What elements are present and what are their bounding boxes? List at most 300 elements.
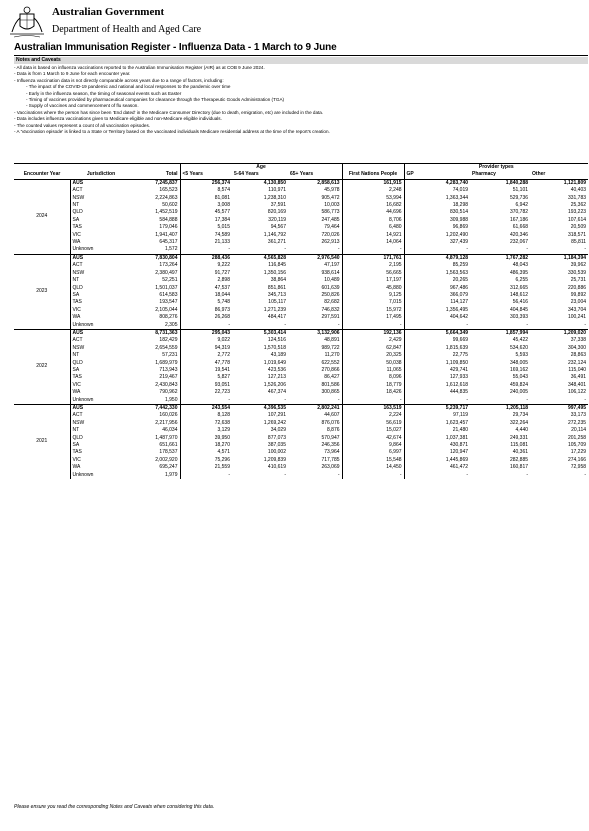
value-cell: 247,485 <box>321 216 340 223</box>
value-cell: 124,516 <box>267 337 286 344</box>
jurisdiction-cell: TAS <box>72 449 82 456</box>
value-cell: 160,026 <box>159 412 178 419</box>
value-cell: 801,586 <box>321 381 340 388</box>
jurisdiction-cell: NT <box>72 277 80 284</box>
jurisdiction-cell: NT <box>72 427 80 434</box>
value-cell: 127,213 <box>267 374 286 381</box>
value-cell: 2,248 <box>342 187 404 194</box>
table-row <box>14 442 588 449</box>
value-cell: 86,973 <box>180 307 232 314</box>
value-cell: 43,189 <box>270 352 286 359</box>
value-cell: 14,064 <box>342 239 404 246</box>
value-cell: 7,442,330 <box>132 405 180 413</box>
value-cell: 8,876 <box>327 427 340 434</box>
value-cell: 282,885 <box>509 456 529 463</box>
table-row <box>14 262 588 269</box>
jurisdiction-cell: SA <box>72 366 80 373</box>
value-cell: 47,197 <box>324 262 340 269</box>
table-row <box>14 449 588 456</box>
value-cell: 1,363,344 <box>404 195 470 202</box>
jurisdiction-cell: TAS <box>72 224 82 231</box>
table-row <box>14 322 588 330</box>
value-cell: 37,591 <box>270 202 286 209</box>
value-cell: 94,567 <box>270 224 286 231</box>
value-cell: - <box>584 471 587 478</box>
value-cell: 4,879,128 <box>404 254 470 262</box>
value-cell: 107,614 <box>567 216 587 223</box>
value-cell: - <box>284 396 286 403</box>
jurisdiction-cell: VIC <box>72 456 81 463</box>
value-cell: 1,570,518 <box>263 344 286 351</box>
value-cell: 14,921 <box>342 232 404 239</box>
value-cell: 106,122 <box>567 389 587 396</box>
value-cell: 1,146,792 <box>263 231 286 238</box>
value-cell: 165,523 <box>159 187 178 194</box>
value-cell: 256,374 <box>180 179 232 187</box>
value-cell: 26,268 <box>180 314 232 321</box>
value-cell: 461,472 <box>404 464 470 471</box>
value-cell: 1,840,288 <box>470 179 530 187</box>
value-cell: 695,247 <box>159 464 178 471</box>
value-cell: 45,880 <box>342 285 404 292</box>
value-cell: 48,043 <box>512 262 529 269</box>
jurisdiction-cell: WA <box>72 389 81 396</box>
value-cell: 8,096 <box>342 374 404 381</box>
value-cell: 4,565,828 <box>232 254 288 262</box>
jurisdiction-cell: QLD <box>72 434 83 441</box>
value-cell: 5,015 <box>180 224 232 231</box>
value-cell: 622,552 <box>321 359 340 366</box>
table-row <box>14 472 588 479</box>
value-cell: 2,858,613 <box>288 179 342 187</box>
notes-list <box>14 65 588 135</box>
note-item: - Influenza vaccination data is not directly comparable across years due to a range of factors, including: <box>14 77 224 83</box>
value-cell: 938,614 <box>321 269 340 276</box>
value-cell: 18,426 <box>342 389 404 396</box>
value-cell: 105,117 <box>268 299 286 306</box>
value-cell: 304,300 <box>567 344 587 351</box>
value-cell: 713,943 <box>159 366 178 373</box>
table-row <box>14 179 588 187</box>
table-row <box>14 195 588 202</box>
value-cell: 94,319 <box>180 345 232 352</box>
value-cell: 3,132,906 <box>288 329 342 337</box>
value-cell: 1,941,407 <box>155 231 178 238</box>
value-cell: 9,125 <box>342 292 404 299</box>
value-cell: 120,947 <box>404 449 470 456</box>
jurisdiction-cell: AUS <box>70 329 132 337</box>
value-cell: 1,019,649 <box>263 359 286 366</box>
value-cell: 100,241 <box>567 314 587 321</box>
value-cell: 1,572 <box>164 246 178 253</box>
value-cell: 2,105,044 <box>155 306 178 313</box>
table-row <box>14 405 588 413</box>
value-cell: 1,612,618 <box>404 382 470 389</box>
value-cell: - <box>337 396 340 403</box>
value-cell: 105,709 <box>567 442 587 449</box>
col-header-other: Other <box>530 171 588 179</box>
value-cell: - <box>584 396 587 403</box>
value-cell: 309,988 <box>404 217 470 224</box>
table-row <box>14 389 588 396</box>
value-cell: 1,238,310 <box>263 194 286 201</box>
value-cell: 45,422 <box>512 337 529 344</box>
value-cell: 717,785 <box>321 456 340 463</box>
value-cell: 7,245,837 <box>132 179 180 187</box>
age-group-header: Age <box>180 164 342 172</box>
value-cell: 20,509 <box>570 224 587 231</box>
value-cell: 808,276 <box>159 314 178 321</box>
value-cell: 11,270 <box>324 352 340 359</box>
value-cell: 20,114 <box>571 427 587 434</box>
col-header-first-nations: First Nations People <box>342 171 404 179</box>
value-cell: 272,235 <box>567 419 587 426</box>
value-cell: - <box>337 471 340 478</box>
jurisdiction-cell: VIC <box>72 231 81 238</box>
value-cell: 262,913 <box>321 239 340 246</box>
value-cell: 2,429 <box>342 337 404 344</box>
value-cell: 34,029 <box>270 427 286 434</box>
value-cell: 85,811 <box>571 239 587 246</box>
value-cell: 246,356 <box>321 442 340 449</box>
col-header-jurisdiction: Jurisdiction <box>70 171 132 179</box>
footer-note: Please ensure you read the corresponding Notes and Caveats when considering this data. <box>14 804 215 810</box>
value-cell: 2,195 <box>342 262 404 269</box>
value-cell: - <box>526 471 529 478</box>
value-cell: 366,079 <box>404 292 470 299</box>
value-cell: 75,296 <box>180 457 232 464</box>
influenza-data-table <box>14 163 588 479</box>
jurisdiction-cell: NSW <box>72 194 85 201</box>
value-cell: 4,130,850 <box>232 179 288 187</box>
table-row <box>14 337 588 344</box>
value-cell: 288,436 <box>180 254 232 262</box>
value-cell: - <box>526 396 529 403</box>
value-cell: 232,067 <box>509 239 529 246</box>
jurisdiction-cell: TAS <box>72 374 82 381</box>
value-cell: 249,331 <box>509 434 529 441</box>
value-cell: - <box>584 321 587 328</box>
value-cell: 851,861 <box>267 284 286 291</box>
value-cell: 178,537 <box>159 449 178 456</box>
value-cell: - <box>342 322 404 330</box>
value-cell: 182,429 <box>159 337 178 344</box>
value-cell: 429,741 <box>404 367 470 374</box>
value-cell: 1,501,037 <box>155 284 178 291</box>
jurisdiction-cell: SA <box>72 442 80 449</box>
table-row <box>14 314 588 321</box>
value-cell: 160,817 <box>509 464 529 471</box>
value-cell: 48,891 <box>324 337 340 344</box>
table-row <box>14 209 588 216</box>
value-cell: 21,559 <box>180 464 232 471</box>
value-cell: 45,978 <box>324 187 340 194</box>
value-cell: 21,133 <box>180 239 232 246</box>
jurisdiction-cell: SA <box>72 216 80 223</box>
value-cell: 17,197 <box>342 277 404 284</box>
value-cell: 348,005 <box>509 359 529 366</box>
value-cell: 250,826 <box>321 291 340 298</box>
value-cell: - <box>584 246 587 253</box>
value-cell: 1,452,519 <box>155 209 178 216</box>
value-cell: 22,775 <box>404 352 470 359</box>
value-cell: 17,229 <box>570 449 587 456</box>
value-cell: 14,450 <box>342 464 404 471</box>
value-cell: 28,863 <box>570 352 587 359</box>
table-row <box>14 246 588 254</box>
note-item: - Data is from 1 March to 9 June for each encounter year. <box>14 71 131 77</box>
jurisdiction-cell: ACT <box>72 337 83 344</box>
value-cell: 345,713 <box>267 291 286 298</box>
jurisdiction-cell: ACT <box>72 187 83 194</box>
value-cell: 1,445,869 <box>404 457 470 464</box>
value-cell: 967,486 <box>404 285 470 292</box>
value-cell: 20,265 <box>404 277 470 284</box>
value-cell: 1,202,490 <box>404 232 470 239</box>
value-cell: 1,623,457 <box>404 420 470 427</box>
jurisdiction-cell: ACT <box>72 412 83 419</box>
value-cell: 22,723 <box>180 389 232 396</box>
value-cell: 270,866 <box>321 366 340 373</box>
value-cell: 40,403 <box>570 187 587 194</box>
value-cell: 17,384 <box>180 217 232 224</box>
col-header-pharmacy: Pharmacy <box>470 171 530 179</box>
value-cell: 10,003 <box>324 202 340 209</box>
table-row <box>14 360 588 367</box>
table-row <box>14 239 588 246</box>
value-cell: 484,417 <box>267 314 286 321</box>
table-row <box>14 367 588 374</box>
value-cell: 4,571 <box>180 449 232 456</box>
value-cell: 17,495 <box>342 314 404 321</box>
value-cell: 370,782 <box>509 209 529 216</box>
value-cell: 6,480 <box>342 224 404 231</box>
value-cell: - <box>404 472 470 479</box>
value-cell: 56,416 <box>512 299 529 306</box>
value-cell: 39,950 <box>180 435 232 442</box>
value-cell: 444,835 <box>404 389 470 396</box>
value-cell: 1,979 <box>164 471 178 478</box>
value-cell: 387,035 <box>267 442 286 449</box>
value-cell: 2,772 <box>180 352 232 359</box>
value-cell: 81,081 <box>180 195 232 202</box>
value-cell: 243,554 <box>180 405 232 413</box>
table-row <box>14 217 588 224</box>
table-row <box>14 435 588 442</box>
notes-heading: Notes and Caveats <box>14 57 588 64</box>
note-item: - The impact of the COVID-19 pandemic and national and local responses to the pandemic over time <box>26 84 231 90</box>
value-cell: 1,205,118 <box>470 405 530 413</box>
value-cell: 7,015 <box>342 299 404 306</box>
value-cell: 5,593 <box>515 352 529 359</box>
value-cell: 115,081 <box>510 442 529 449</box>
col-header-gp: GP <box>404 171 470 179</box>
value-cell: 297,591 <box>321 314 340 321</box>
value-cell: 201,258 <box>567 434 587 441</box>
value-cell: 193,547 <box>159 299 178 306</box>
value-cell: 163,519 <box>342 405 404 413</box>
value-cell: 534,620 <box>509 344 529 351</box>
value-cell: 2,430,843 <box>155 381 178 388</box>
value-cell: 1,815,639 <box>404 345 470 352</box>
value-cell: 330,539 <box>567 269 587 276</box>
table-row <box>14 374 588 381</box>
col-header-age-5-64: 5-64 Years <box>232 171 288 179</box>
value-cell: 459,824 <box>509 381 529 388</box>
value-cell: 1,950 <box>164 396 178 403</box>
jurisdiction-cell: NSW <box>72 419 85 426</box>
value-cell: 997,495 <box>530 405 588 413</box>
value-cell: 51,101 <box>512 187 529 194</box>
value-cell: 361,271 <box>267 239 286 246</box>
value-cell: 343,704 <box>567 306 587 313</box>
value-cell: 55,043 <box>512 374 529 381</box>
value-cell: 790,962 <box>159 389 178 396</box>
value-cell: 5,827 <box>180 374 232 381</box>
table-row <box>14 457 588 464</box>
value-cell: 1,209,020 <box>530 329 588 337</box>
value-cell: 6,255 <box>515 277 529 284</box>
value-cell: 586,773 <box>321 209 340 216</box>
value-cell: 2,898 <box>180 277 232 284</box>
value-cell: 171,761 <box>342 254 404 262</box>
table-row <box>14 285 588 292</box>
value-cell: 219,467 <box>159 374 178 381</box>
value-cell: 3,129 <box>180 427 232 434</box>
value-cell: 40,361 <box>512 449 529 456</box>
value-cell: 8,731,363 <box>132 329 180 337</box>
value-cell: 16,682 <box>342 202 404 209</box>
value-cell: 327,439 <box>404 239 470 246</box>
value-cell: 274,166 <box>567 456 587 463</box>
note-item: - Supply of vaccines and commencement of flu season. <box>26 103 139 109</box>
value-cell: 56,665 <box>342 270 404 277</box>
jurisdiction-cell: Unknown <box>72 246 94 253</box>
note-item: - Data includes influenza vaccinations given to Medicare eligible and non-Medicare eligible individuals. <box>14 116 222 122</box>
note-item: - The counted values represent a count of all vaccination episodes. <box>14 122 151 128</box>
value-cell: 318,571 <box>567 231 587 238</box>
value-cell: 5,303,414 <box>232 329 288 337</box>
value-cell: - <box>284 471 286 478</box>
col-header-age-65-plus: 65+ Years <box>288 171 342 179</box>
provider-group-header: Provider types <box>404 164 588 172</box>
value-cell: 331,783 <box>567 194 587 201</box>
jurisdiction-cell: VIC <box>72 306 81 313</box>
value-cell: 8,128 <box>180 412 232 419</box>
value-cell: 15,548 <box>342 457 404 464</box>
encounter-year-cell: 2023 <box>14 254 70 329</box>
value-cell: 1,526,206 <box>263 381 286 388</box>
gov-name: Australian Government <box>52 6 165 18</box>
value-cell: - <box>337 246 340 253</box>
value-cell: 1,037,381 <box>404 435 470 442</box>
value-cell: 99,892 <box>570 291 587 298</box>
jurisdiction-cell: WA <box>72 464 81 471</box>
col-header-total: Total <box>132 171 180 179</box>
value-cell: 45,577 <box>180 209 232 216</box>
value-cell: 1,350,156 <box>263 269 286 276</box>
value-cell: 52,251 <box>162 277 178 284</box>
value-cell: 584,888 <box>159 216 178 223</box>
value-cell: 404,642 <box>404 314 470 321</box>
value-cell: 179,046 <box>159 224 178 231</box>
value-cell: 4,396,535 <box>232 405 288 413</box>
note-item: - All data is based on influenza vaccinations reported to the Australian Immunisation Register (AIR) as at COB 9 June 2024. <box>14 65 265 70</box>
jurisdiction-cell: AUS <box>70 179 132 187</box>
value-cell: 47,537 <box>180 285 232 292</box>
value-cell: 47,778 <box>180 360 232 367</box>
value-cell: 99,669 <box>404 337 470 344</box>
value-cell: 4,283,740 <box>404 179 470 187</box>
value-cell: 5,748 <box>180 299 232 306</box>
value-cell: 9,222 <box>180 262 232 269</box>
value-cell: 6,997 <box>342 449 404 456</box>
value-cell: 169,162 <box>509 366 529 373</box>
jurisdiction-cell: QLD <box>72 209 83 216</box>
value-cell: 91,727 <box>180 270 232 277</box>
value-cell: 62,847 <box>342 345 404 352</box>
jurisdiction-cell: NT <box>72 352 80 359</box>
value-cell: 2,002,920 <box>155 456 178 463</box>
table-row <box>14 412 588 419</box>
value-cell: 37,338 <box>570 337 587 344</box>
value-cell: 61,668 <box>512 224 529 231</box>
value-cell: 989,722 <box>321 344 340 351</box>
table-row <box>14 307 588 314</box>
value-cell: 295,043 <box>180 329 232 337</box>
value-cell: 57,231 <box>162 352 178 359</box>
value-cell: 42,674 <box>342 435 404 442</box>
value-cell: - <box>404 246 470 254</box>
value-cell: - <box>284 246 286 253</box>
value-cell: 9,864 <box>342 442 404 449</box>
value-cell: 746,832 <box>321 306 340 313</box>
value-cell: 33,173 <box>570 412 587 419</box>
value-cell: 74,019 <box>404 187 470 194</box>
jurisdiction-cell: NT <box>72 202 80 209</box>
table-row <box>14 292 588 299</box>
value-cell: 167,186 <box>509 216 529 223</box>
table-row <box>14 254 588 262</box>
jurisdiction-cell: QLD <box>72 284 83 291</box>
value-cell: 46,034 <box>162 427 178 434</box>
value-cell: 15,972 <box>342 307 404 314</box>
value-cell: 570,947 <box>321 434 340 441</box>
note-item: - Early in the influenza season, the timing of seasonal events such as Easter <box>26 90 182 96</box>
value-cell: 93,051 <box>180 382 232 389</box>
value-cell: 430,871 <box>404 442 470 449</box>
jurisdiction-cell: TAS <box>72 299 82 306</box>
value-cell: 1,109,850 <box>404 360 470 367</box>
value-cell: 25,731 <box>570 277 587 284</box>
value-cell: 2,976,540 <box>288 254 342 262</box>
value-cell: 148,612 <box>509 291 529 298</box>
value-cell: 1,689,979 <box>155 359 178 366</box>
value-cell: 423,536 <box>267 366 286 373</box>
value-cell: 44,696 <box>342 209 404 216</box>
value-cell: 2,224 <box>342 412 404 419</box>
value-cell: 79,464 <box>324 224 340 231</box>
value-cell: 56,619 <box>342 420 404 427</box>
jurisdiction-cell: ACT <box>72 262 83 269</box>
value-cell: - <box>404 322 470 330</box>
value-cell: 410,619 <box>267 464 286 471</box>
value-cell: 86,427 <box>324 374 340 381</box>
table-row <box>14 345 588 352</box>
value-cell: 820,169 <box>267 209 286 216</box>
value-cell: 18,270 <box>180 442 232 449</box>
note-item: - A 'Vaccination episode' is linked to a State or Territory based on the vaccinated individuals Medicare residential address at the time of the report's creation. <box>14 129 330 135</box>
